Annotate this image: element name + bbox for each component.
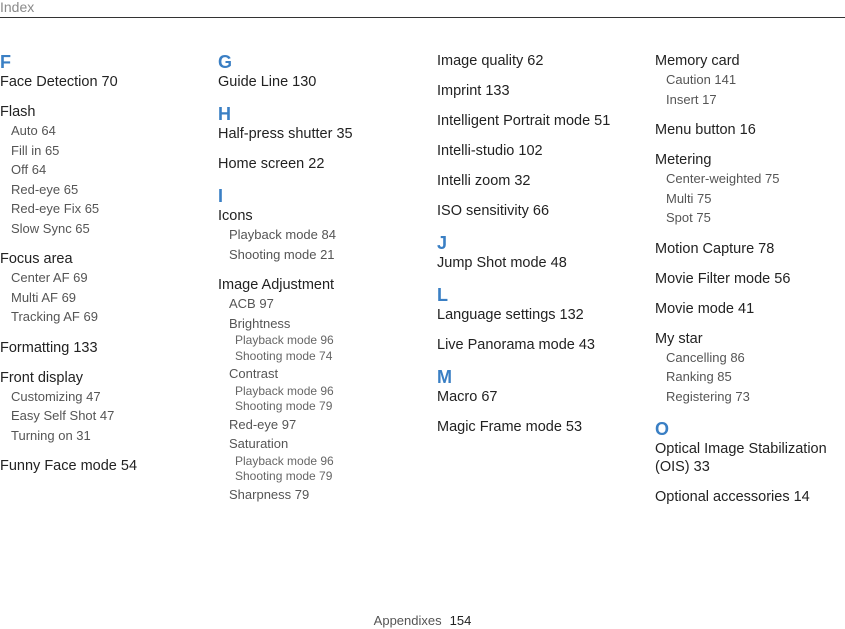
index-subentry: Saturation <box>229 436 289 451</box>
index-subentry: Easy Self Shot 47 <box>11 408 115 423</box>
index-entry: Jump Shot mode 48 <box>437 255 567 271</box>
index-entry: Intelligent Portrait mode 51 <box>437 113 611 129</box>
index-subentry: Multi 75 <box>666 190 712 206</box>
index-entry: Funny Face mode 54 <box>0 458 138 474</box>
index-letter-heading: O <box>655 419 670 439</box>
index-entry: Guide Line 130 <box>218 74 317 90</box>
index-subsubentry: Playback mode 96 <box>235 453 334 468</box>
index-subentry: Caution 141 <box>666 72 737 87</box>
page-footer <box>0 613 845 628</box>
index-column-4 <box>655 52 840 506</box>
footer-section: Appendixes <box>373 613 442 628</box>
index-entry: Menu button 16 <box>655 122 756 138</box>
index-entry: Face Detection 70 <box>0 74 118 90</box>
index-entry: Live Panorama mode 43 <box>437 337 595 353</box>
index-entry: Language settings 132 <box>437 307 584 323</box>
index-letter-heading: I <box>218 186 224 206</box>
index-subentry: Red-eye 65 <box>11 181 79 197</box>
index-letter-heading: L <box>437 285 448 305</box>
index-subentry: Fill in 65 <box>11 142 60 158</box>
index-entry: Magic Frame mode 53 <box>437 419 583 435</box>
index-letter-heading: H <box>218 104 231 124</box>
index-subentry: Red-eye 97 <box>229 416 297 432</box>
page-header <box>0 0 845 18</box>
index-entry: Intelli-studio 102 <box>437 143 543 159</box>
index-letter-heading: F <box>0 52 11 72</box>
index-subentry: Multi AF 69 <box>11 289 77 305</box>
index-subentry: Center AF 69 <box>11 270 88 285</box>
index-entry: Home screen 22 <box>218 156 325 172</box>
index-subentry: Registering 73 <box>666 388 750 404</box>
index-subentry: Brightness <box>229 315 291 331</box>
index-subentry: Sharpness 79 <box>229 486 310 502</box>
index-subsubentry: Playback mode 96 <box>235 383 334 398</box>
index-subentry: Insert 17 <box>666 91 717 107</box>
index-subentry: Shooting mode 21 <box>229 246 335 262</box>
index-column-3 <box>437 52 642 436</box>
index-subentry: Spot 75 <box>666 210 711 225</box>
index-subentry: Contrast <box>229 366 279 381</box>
index-subsubentry: Shooting mode 74 <box>235 348 333 363</box>
index-subentry: Tracking AF 69 <box>11 309 98 324</box>
index-entry: Optical Image Stabilization (OIS) 33 <box>655 441 827 475</box>
index-entry: Motion Capture 78 <box>655 240 775 257</box>
index-subentry: Playback mode 84 <box>229 227 336 242</box>
index-subentry: Customizing 47 <box>11 388 101 404</box>
index-subsubentry: Shooting mode 79 <box>235 399 333 413</box>
index-entry: ISO sensitivity 66 <box>437 203 550 219</box>
index-entry: Movie Filter mode 56 <box>655 270 791 287</box>
index-entry: Movie mode 41 <box>655 300 755 317</box>
index-subentry: Ranking 85 <box>666 369 732 384</box>
index-entry: Formatting 133 <box>0 339 98 356</box>
index-entry: My star <box>655 330 703 347</box>
index-entry: Half-press shutter 35 <box>218 126 353 142</box>
page-number: 154 <box>449 613 472 628</box>
index-column-2 <box>218 52 423 504</box>
index-entry: Image quality 62 <box>437 53 544 69</box>
index-entry: Focus area <box>0 251 73 267</box>
index-entry: Front display <box>0 369 84 386</box>
index-entry: Metering <box>655 152 712 168</box>
index-subentry: Auto 64 <box>11 123 56 138</box>
index-subentry: ACB 97 <box>229 296 274 311</box>
index-subsubentry: Shooting mode 79 <box>235 469 333 483</box>
index-subentry: Turning on 31 <box>11 427 91 443</box>
index-subentry: Off 64 <box>11 162 47 177</box>
index-letter-heading: J <box>437 233 448 253</box>
index-subentry: Slow Sync 65 <box>11 220 90 236</box>
index-letter-heading: G <box>218 52 233 72</box>
index-entry: Flash <box>0 104 36 120</box>
index-subentry: Red-eye Fix 65 <box>11 201 100 216</box>
index-subsubentry: Playback mode 96 <box>235 333 334 347</box>
index-entry: Macro 67 <box>437 389 498 405</box>
index-entry: Icons <box>218 208 253 224</box>
index-subentry: Center-weighted 75 <box>666 171 780 186</box>
index-entry: Memory card <box>655 53 740 69</box>
index-entry: Image Adjustment <box>218 277 335 293</box>
header-title: Index <box>0 0 35 15</box>
index-entry: Optional accessories 14 <box>655 489 810 505</box>
index-subentry: Cancelling 86 <box>666 349 745 365</box>
index-entry: Imprint 133 <box>437 83 510 99</box>
index-entry: Intelli zoom 32 <box>437 173 531 189</box>
index-column-1 <box>0 52 205 475</box>
index-letter-heading: M <box>437 367 452 387</box>
